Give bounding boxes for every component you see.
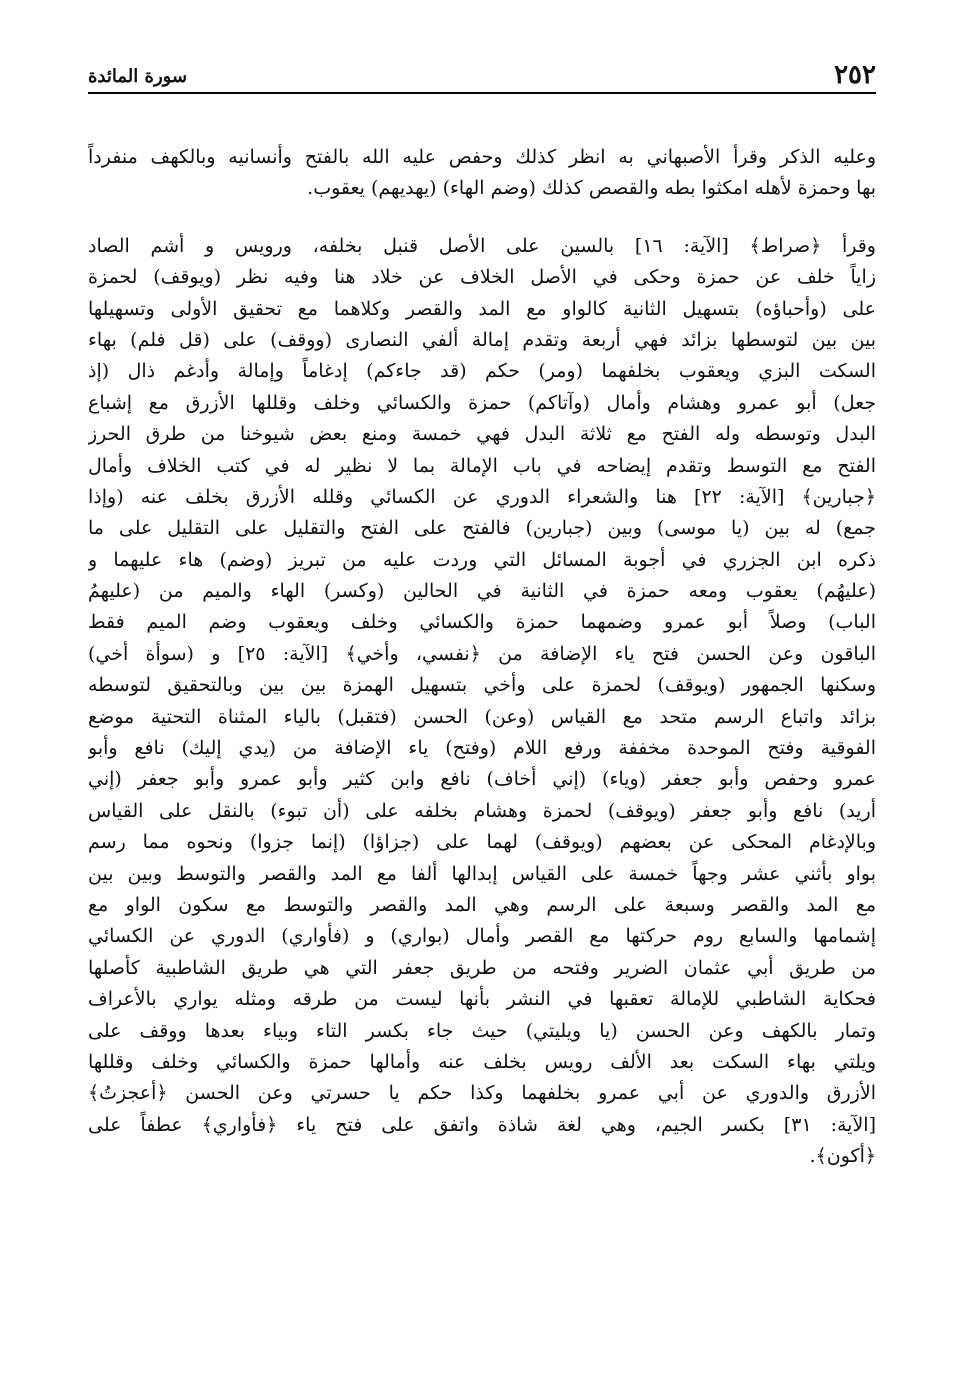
text-line: الأزرق والدوري عن أبي عمرو بخلفهما وكذا حكم يا حسرتي وعن الحسن ﴿أعجزتُ﴾ [88,1082,876,1105]
text-line: مع المد والقصر وسبعة على الرسم وهي المد والقصر والتوسط مع سكون الواو مع [88,893,876,916]
text-line: بزائد واتباع الرسم متحد مع القياس (وعن) الحسن (فتقبل) بالياء المثناة التحتية موضع [88,705,876,728]
paragraph [88,142,876,205]
text-line: عمرو وحفص وأبو جعفر (وياء) (إني أخاف) نافع وابن كثير وأبو عمرو وأبو جعفر (إني [88,768,876,791]
text-line: وقرأ ﴿صراط﴾ [الآية: ١٦] بالسين على الأصل قنبل بخلفه، ورويس و أشم الصاد [88,234,876,257]
text-line: السكت البزي ويعقوب بخلفهما (ومر) حكم (قد جاءكم) إدغاماً وإمالة وأدغم ذال (إذ [88,360,876,383]
text-line: وسكنها الجمهور (ويوقف) لحمزة على وأخي بتسهيل الهمزة بين بين وبالتحقيق لتوسطه [88,674,876,697]
text-line: الفتح مع التوسط وتقدم إيضاحه في باب الإمالة بما لا نظير له في كتب الخلاف وأمال [88,454,876,477]
page-body [88,142,876,1173]
text-line: الباب) وصلاً أبو عمرو وضمهما حمزة والكسائي وخلف ويعقوب وضم الميم فقط [88,611,876,634]
text-line: ذكره ابن الجزري في أجوبة المسائل التي وردت عليه من تبريز (وضم) هاء عليهما و [88,548,876,571]
paragraph-gap [88,205,876,231]
text-line: البدل وتوسطه وله الفتح مع ثلاثة البدل فهي خمسة ومنع بعض شيوخنا من طرق الحرز [88,423,876,446]
header-rule [88,92,876,94]
page-header [88,58,876,92]
text-line: إشمامها والسابع روم حركتها مع القصر وأمال (بواري) و (فأواري) الدوري عن الكسائي [88,925,876,948]
text-line: ﴿أكون﴾. [809,1145,876,1168]
text-line: على (وأحباؤه) بتسهيل الثانية كالواو مع المد والقصر وكلاهما مع تحقيق الأولى وتسهيلها [88,297,876,320]
text-line: بواو بأثني عشر وجهاً خمسة على القياس إبدالها ألفا مع المد والقصر والتوسط وبين بين [88,862,876,885]
text-line: من طريق أبي عثمان الضرير وفتحه من طريق جعفر التي هي طريق الشاطبية كأصلها [88,956,876,979]
text-line: بين بين لتوسطها بزائد فهي أربعة وتقدم إمالة ألفي النصارى (ووقف) على (قل فلم) بهاء [88,328,876,351]
surah-title: سورة المائدة [88,66,188,87]
text-line: الباقون وعن الحسن فتح ياء الإضافة من ﴿نفسي، وأخي﴾ [الآية: ٢٥] و (سوأة أخي) [88,642,876,665]
text-line: بها وحمزة لأهله امكثوا بطه والقصص كذلك (وضم الهاء) (يهديهم) يعقوب. [307,177,876,200]
page [88,58,876,1358]
text-line: ﴿جبارين﴾ [الآية: ٢٢] هنا والشعراء الدوري عن الكسائي وقلله الأزرق بخلف عنه (وإذا [88,485,876,508]
text-line: جمع) له بين (يا موسى) وبين (جبارين) فالفتح على الفتح والتقليل على التقليل على ما [88,517,876,540]
text-line: أريد) نافع وأبو جعفر (ويوقف) لحمزة وهشام بخلفه على (أن تبوء) بالنقل على القياس [88,799,876,822]
text-line: جعل) أبو عمرو وهشام وأمال (وآتاكم) حمزة والكسائي وخلف وقللها الأزرق مع إشباع [88,391,876,414]
text-line: ويلتي بهاء السكت بعد الألف رويس بخلف عنه وأمالها حمزة والكسائي وخلف وقللها [88,1050,876,1073]
text-line: (عليهُم) يعقوب ومعه حمزة في الثانية في الحالين (وكسر) الهاء والميم من (عليهمُ [88,580,876,603]
text-line: وعليه الذكر وقرأ الأصبهاني به انظر كذلك وحفص عليه الله بالفتح وأنسانيه وبالكهف منفرداً [88,146,876,168]
paragraph [88,231,876,1173]
text-line: فحكاية الشاطبي للإمالة تعقبها في النشر بأنها ليست من طرقه ومثله يواري بالأعراف [88,988,876,1011]
text-line: وبالإدغام المحكى عن بعضهم (ويوقف) لهما على (جزاؤا) (إنما جزوا) ونحوه مما رسم [88,831,876,854]
page-number: ٢٥٢ [834,60,876,90]
text-line: زاياً خلف عن حمزة وحكى في الأصل الخلاف عن خلاد هنا وفيه نظر (ويوقف) لحمزة [88,266,876,289]
text-line: [الآية: ٣١] بكسر الجيم، وهي لغة شاذة واتفق على فتح ياء ﴿فأواري﴾ عطفاً على [88,1113,876,1136]
text-line: وتمار بالكهف وعن الحسن (يا ويليتي) حيث جاء بكسر التاء وبياء بعدها ووقف على [88,1019,876,1042]
text-line: الفوقية وفتح الموحدة مخففة ورفع اللام (وفتح) ياء الإضافة من (يدي إليك) نافع وأبو [88,737,876,760]
